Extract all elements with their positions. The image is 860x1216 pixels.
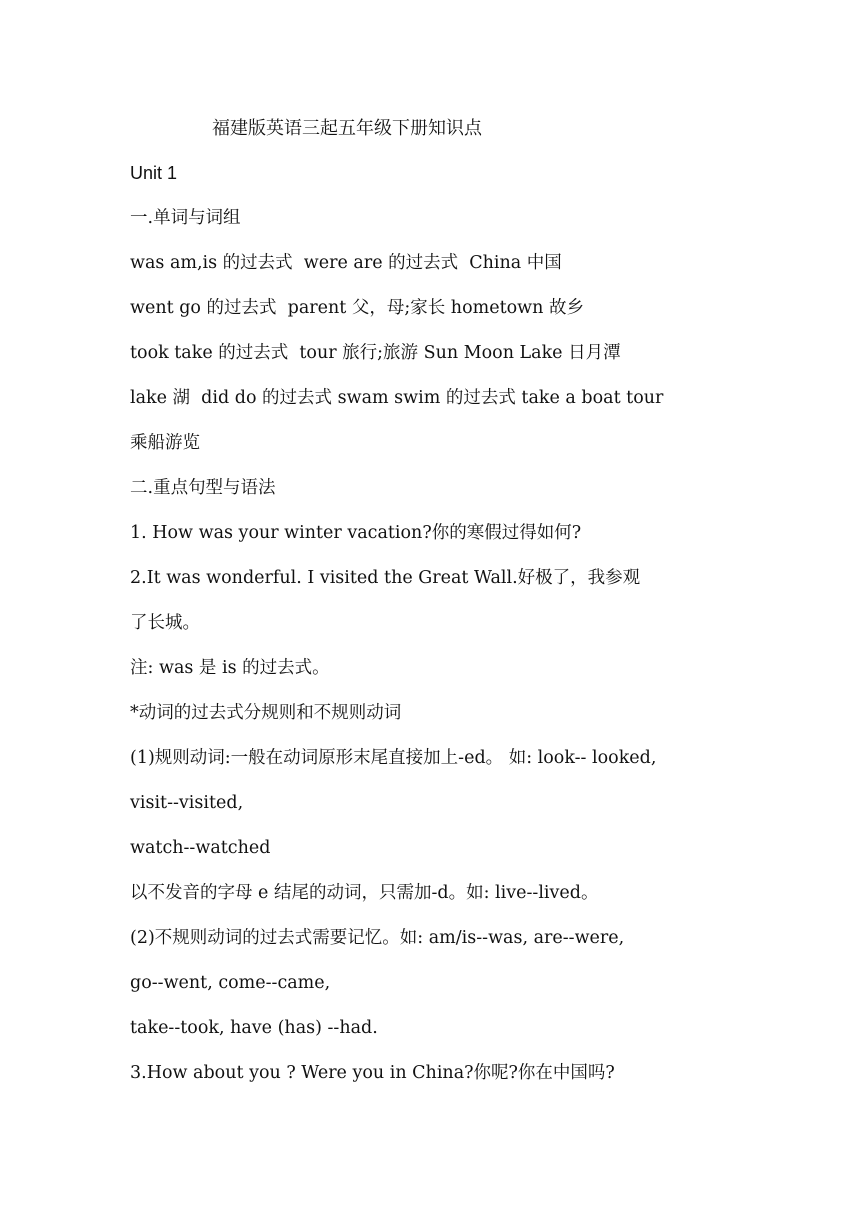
section-heading-vocabulary: 一.单词与词组: [130, 208, 241, 228]
text-line: take--took, have (has) --had.: [130, 1018, 378, 1038]
section-heading-grammar: 二.重点句型与语法: [130, 478, 276, 498]
text-line: 3.How about you ? Were you in China?你呢?你在中国吗?: [130, 1063, 615, 1083]
text-line: (1)规则动词:一般在动词原形末尾直接加上-ed。 如: look-- looked,: [130, 748, 657, 768]
text-line: went go 的过去式 parent 父，母;家长 hometown 故乡: [130, 298, 584, 318]
text-line: 以不发音的字母 e 结尾的动词，只需加-d。如: live--lived。: [130, 883, 599, 903]
text-line: lake 湖 did do 的过去式 swam swim 的过去式 take a boat tour: [130, 388, 664, 408]
text-line: (2)不规则动词的过去式需要记忆。如: am/is--was, are--were,: [130, 928, 625, 948]
text-line: 1. How was your winter vacation?你的寒假过得如何?: [130, 523, 582, 543]
note-line: 注: was 是 is 的过去式。: [130, 658, 330, 678]
text-line: 了长城。: [130, 613, 200, 633]
unit-heading: Unit 1: [130, 163, 178, 183]
text-line: visit--visited,: [130, 793, 244, 813]
text-line: took take 的过去式 tour 旅行;旅游 Sun Moon Lake 日月潭: [130, 343, 621, 363]
text-line: was am,is 的过去式 were are 的过去式 China 中国: [130, 253, 562, 273]
text-line: *动词的过去式分规则和不规则动词: [130, 703, 402, 723]
text-line: go--went, come--came,: [130, 973, 331, 993]
text-line: watch--watched: [130, 838, 271, 858]
document-title: 福建版英语三起五年级下册知识点: [212, 118, 482, 139]
text-line: 乘船游览: [130, 433, 200, 453]
text-line: 2.It was wonderful. I visited the Great Wall.好极了，我参观: [130, 568, 641, 588]
